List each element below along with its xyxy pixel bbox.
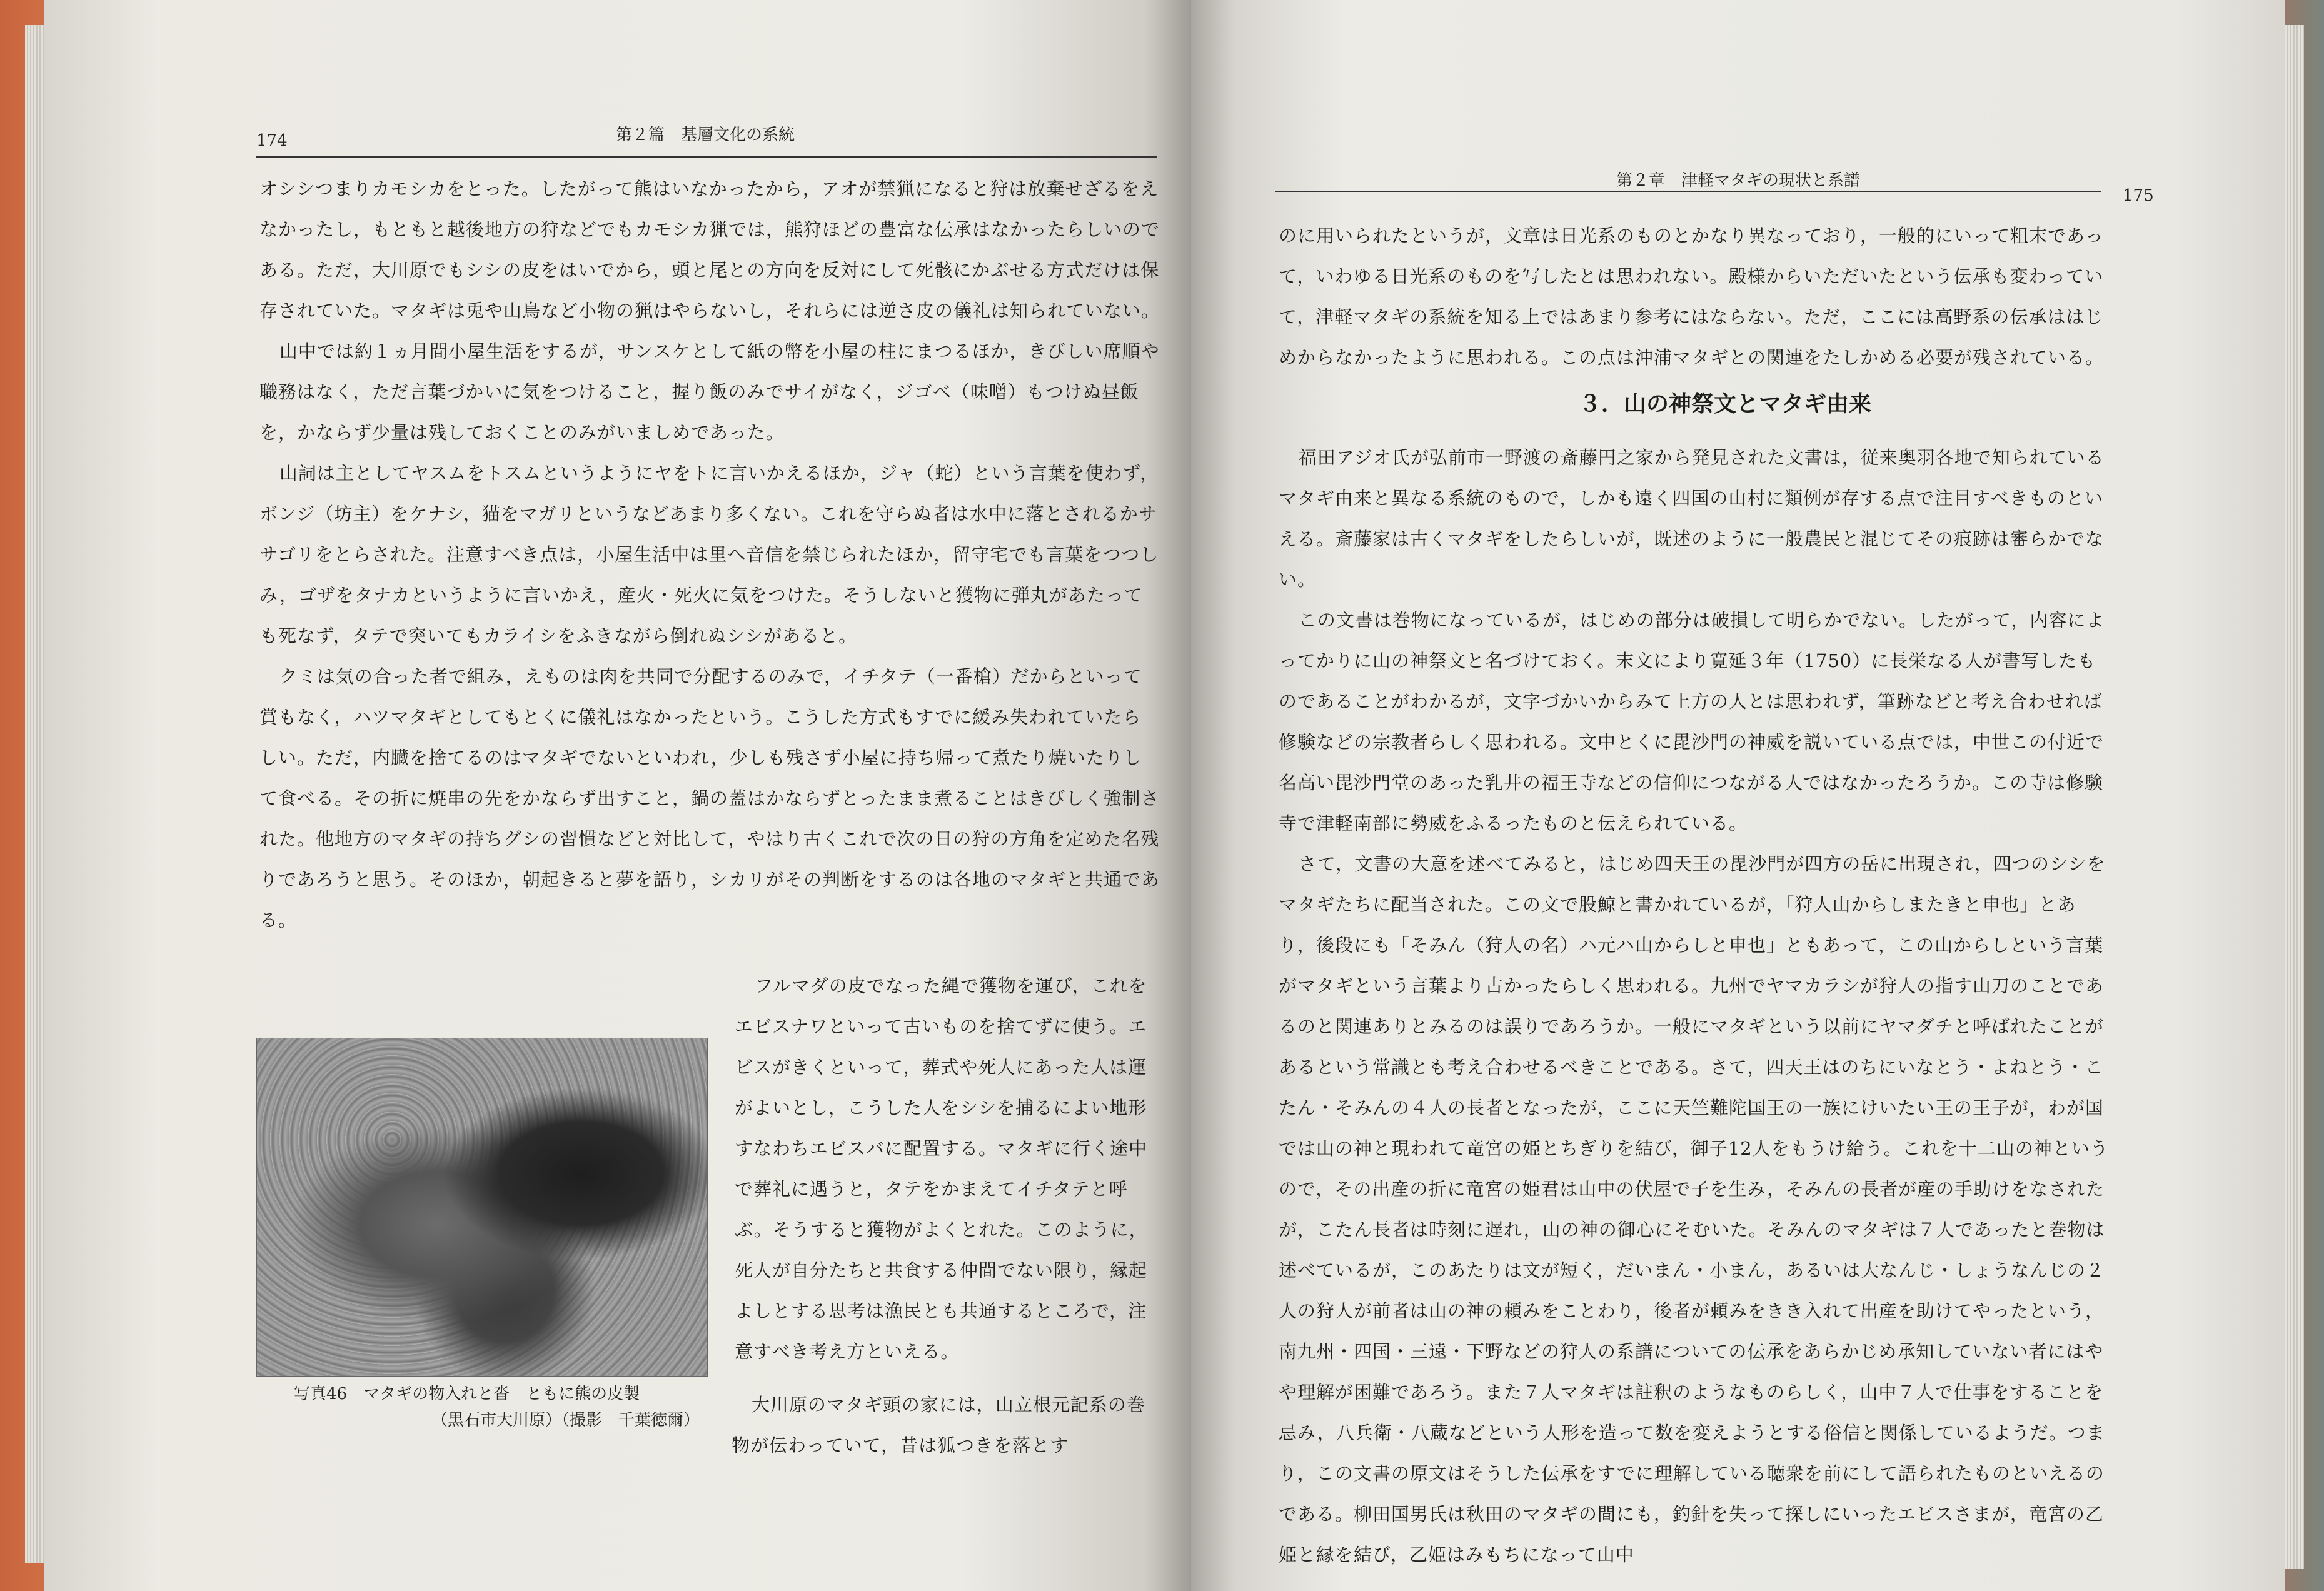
header-rule xyxy=(1275,191,2101,192)
paragraph: この文書は巻物になっているが，はじめの部分は破損して明らかでない。したがって，内容によってかりに山の神祭文と名づけておく。末文により寛延３年（1750）に長栄なる人が書写したものであることがわかるが，文字づかいからみて上方の人とは思われず，筆跡などと考え合わせれば修験などの宗教者らしく思われる。文中とくに毘沙門の神威を説いている点では，中世この付近で名高い毘沙門堂のあった乳井の福王寺などの信仰につながる人ではなかったろうか。この寺は修験寺で津軽南部に勢威をふるったものと伝えられている。 xyxy=(1279,610,2105,834)
left-page xyxy=(44,0,1191,1591)
paragraph: さて，文書の大意を述べてみると，はじめ四天王の毘沙門が四方の岳に出現され，四つのシシをマタギたちに配当された。この文で股鯨と書かれているが，「狩人山からしまたきと申也」とあり，後段にも「そみん（狩人の名）ハ元ハ山からしと申也」ともあって，この山からしという言葉がマタギという言葉より古かったらしく思われる。九州でヤマカラシが狩人の指す山刀のことであるのと関連ありとみるのは誤りであろうか。一般にマタギという以前にヤマダチと呼ばれたことがあるという常識とも考え合わせるべきことである。さて，四天王はのちにいなとう・よねとう・こたん・そみんの４人の長者となったが，ここに天竺難陀国王の一族にけいたい王の王子が，わが国では山の神と現われて竜宮の姫とちぎりを結び，御子12人をもうけ給う。これを十二山の神というので，その出産の折に竜宮の姫君は山中の伏屋で子を生み，そみんの長者が産の手助けをなされたが，こたん長者は時刻に遅れ，山の神の御心にそむいた。そみんのマタギは７人であったと巻物は述べているが，このあたりは文が短く，だいまん・小まん，あるいは大なんじ・しょうなんじの２人の狩人が前者は山の神の頼みをことわり，後者が頼みをきき入れて出産を助けてやったという，南九州・四国・三遠・下野などの狩人の系譜についての伝承をあらかじめ承知していない者にはやや理解が困難であろう。また７人マタギは註釈のようなものらしく，山中７人で仕事をすることを忌み，八兵衛・八蔵などという人形を造って数を変えようとする俗信と関係しているようだ。つまり，この文書の原文はそうした伝承をすでに理解している聴衆を前にして語られたものといえるのである。柳田国男氏は秋田のマタギの間にも，釣針を失って探しにいったエビスさまが，竜宮の乙姫と縁を結び，乙姫はみもちになって山中 xyxy=(1279,853,2109,1565)
header-rule xyxy=(256,156,1157,158)
paragraph: 福田アジオ氏が弘前市一野渡の斎藤円之家から発見された文書は，従来奥羽各地で知られているマタギ由来と異なる系統のもので，しかも遠く四国の山村に類例が存する点で注目すべきものといえる。斎藤家は古くマタギをしたらしいが，既述のように一般農民と混じてその痕跡は審らかでない。 xyxy=(1279,447,2105,590)
left-body-last xyxy=(732,1385,1157,1466)
section-heading: ３．山の神祭文とマタギ由来 xyxy=(1579,391,1872,417)
paragraph: オシシつまりカモシカをとった。したがって熊はいなかったから，アオが禁猟になると狩は放棄せざるをえなかったし，もともと越後地方の狩などでもカモシカ猟では，熊狩ほどの豊富な伝承はなかったらしいのである。ただ，大川原でもシシの皮をはいでから，頭と尾との方向を反対にして死骸にかぶせる方式だけは保存されていた。マタギは兎や山鳥など小物の猟はやらないし，それらには逆さ皮の儀礼は知られていない。 xyxy=(259,178,1160,321)
paragraph: 山詞は主としてヤスムをトスムというようにヤをトに言いかえるほか，ジャ（蛇）という言葉を使わず，ボンジ（坊主）をケナシ，猫をマガリというなどあまり多くない。これを守らぬ者は水中に落とされるかササゴリをとらされた。注意すべき点は，小屋生活中は里へ音信を禁じられたほか，留守宅でも言葉をつつしみ，ゴザをタナカというように言いかえ，産火・死火に気をつけた。そうしないと獲物に弾丸があたっても死なず，タテで突いてもカライシをふきながら倒れぬシシがあると。 xyxy=(259,463,1159,646)
running-head: 第２章 津軽マタギの現状と系譜 xyxy=(1616,171,1861,190)
paragraph: フルマダの皮でなった縄で獲物を運び，これをエビスナワといって古いものを捨てずに使う。エビスがきくといって，葬式や死人にあった人は運がよいとし，こうした人をシシを捕るによい地形すなわちエビスバに配置する。マタギに行く途中で葬礼に遇うと，タテをかまえてイチタテと呼ぶ。そうすると獲物がよくとれた。このように，死人が自分たちと共食する仲間でない限り，縁起よしとする思考は漁民とも共通するところで，注意すべき考え方といえる。 xyxy=(735,975,1148,1362)
photo-caption-credit: （黒石市大川原）（撮影 千葉徳爾） xyxy=(431,1411,700,1430)
page-number: 174 xyxy=(256,131,288,150)
right-intro xyxy=(1279,216,2110,378)
right-body xyxy=(1279,438,2110,1575)
photo-caption: 写真46 マタギの物入れと沓 ともに熊の皮製 xyxy=(294,1385,640,1403)
left-body-top xyxy=(259,169,1160,941)
paragraph: クミは気の合った者で組み，えものは肉を共同で分配するのみで，イチタテ（一番槍）だからといって賞もなく，ハツマタギとしてもとくに儀礼はなかったという。こうした方式もすでに緩み失われていたらしい。ただ，内臓を捨てるのはマタギでないといわれ，少しも残さず小屋に持ち帰って煮たり焼いたりして食べる。その折に焼串の先をかならず出すこと，鍋の蓋はかならずとったまま煮ることはきびしく強制された。他地方のマタギの持ちグシの習慣などと対比して，やはり古くこれで次の日の狩の方角を定めた名残りであろうと思う。そのほか，朝起きると夢を語り，シカリがその判断をするのは各地のマタギと共通である。 xyxy=(259,666,1160,931)
running-head: 第２篇 基層文化の系統 xyxy=(616,126,795,144)
page-number: 175 xyxy=(2123,186,2154,205)
paragraph: 大川原のマタギ頭の家には，山立根元記系の巻物が伝わっていて，昔は狐つきを落とす xyxy=(732,1394,1145,1456)
right-page xyxy=(1191,0,2285,1591)
photo-matagi-bag-and-boots xyxy=(256,1038,708,1377)
paragraph: 山中では約１ヵ月間小屋生活をするが，サンスケとして紙の幣を小屋の柱にまつるほか，きびしい席順や職務はなく，ただ言葉づかいに気をつけること，握り飯のみでサイがなく，ジゴベ（味噌）もつけぬ昼飯を，かならず少量は残しておくことのみがいましめであった。 xyxy=(259,341,1160,443)
paragraph: のに用いられたというが，文章は日光系のものとかなり異なっており，一般的にいって粗末であって，いわゆる日光系のものを写したとは思われない。殿様からいただいたという伝承も変わっていて，津軽マタギの系統を知る上ではあまり参考にはならない。ただ，ここには高野系の伝承ははじめからなかったように思われる。この点は沖浦マタギとの関連をたしかめる必要が残されている。 xyxy=(1279,225,2105,368)
